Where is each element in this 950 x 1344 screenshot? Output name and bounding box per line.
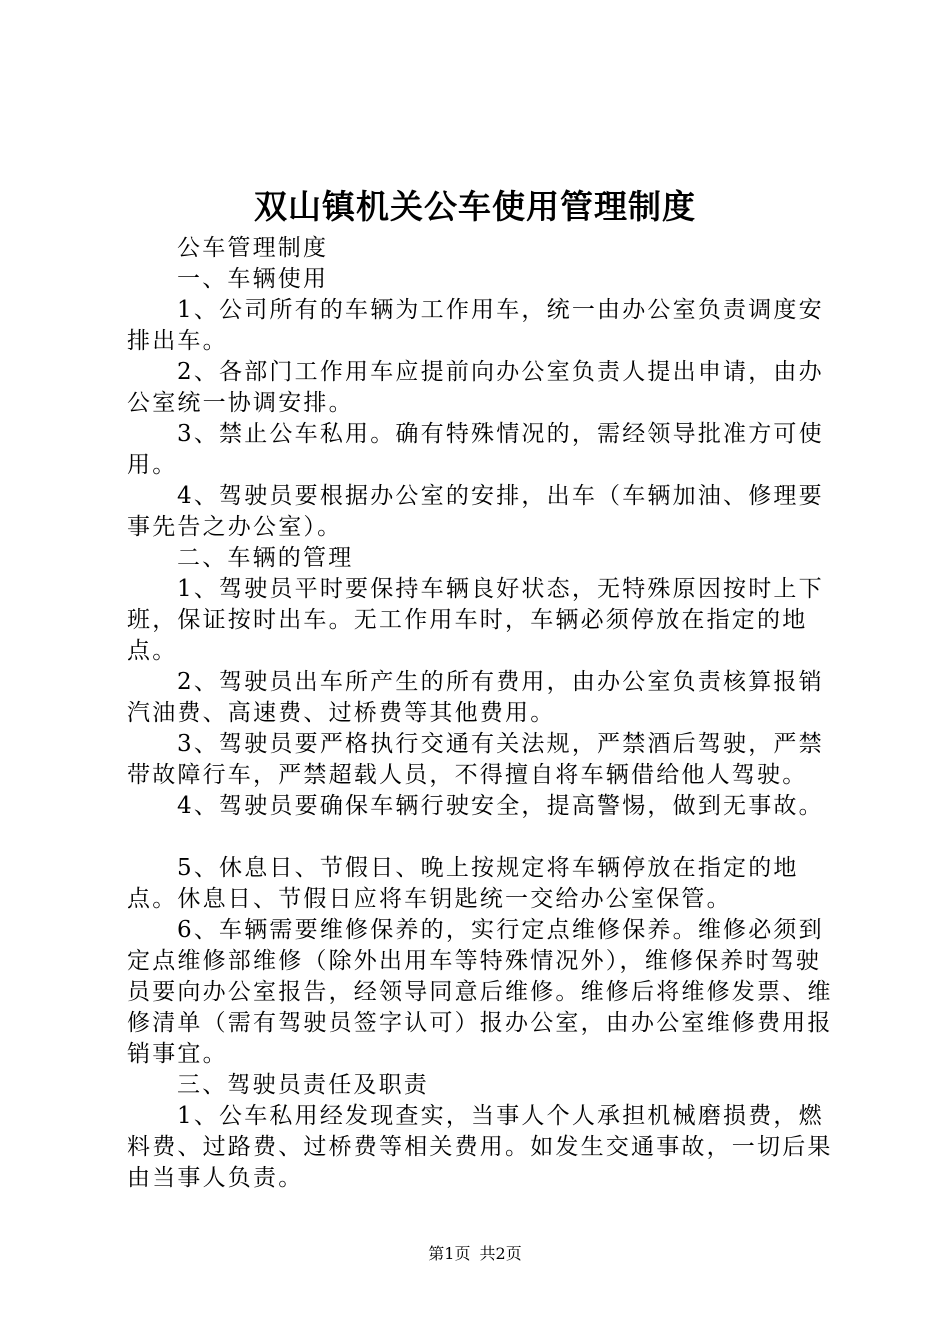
paragraph: 5、休息日、节假日、晚上按规定将车辆停放在指定的地点。休息日、节假日应将车钥匙统一交给办公室保管。 (127, 855, 799, 912)
paragraph: 4、驾驶员要确保车辆行驶安全，提高警惕，做到无事故。 (177, 793, 824, 819)
page-footer (0, 1242, 950, 1266)
paragraph: 2、各部门工作用车应提前向办公室负责人提出申请，由办公室统一协调安排。 (127, 359, 824, 416)
document-title: 双山镇机关公车使用管理制度 (254, 187, 696, 226)
paragraph: 3、禁止公车私用。确有特殊情况的，需经领导批准方可使用。 (127, 421, 824, 478)
paragraph: 1、公司所有的车辆为工作用车，统一由办公室负责调度安排出车。 (127, 297, 824, 354)
paragraph: 6、车辆需要维修保养的，实行定点维修保养。维修必须到定点维修部维修（除外出用车等特殊情况外），维修保养时驾驶员要向办公室报告，经领导同意后维修。维修后将维修发票、维修清单（需有驾驶员签字认可）报办公室，由办公室维修费用报销事宜。 (127, 917, 833, 1067)
paragraph: 2、驾驶员出车所产生的所有费用，由办公室负责核算报销汽油费、高速费、过桥费等其他费用。 (127, 669, 824, 726)
paragraph: 1、公车私用经发现查实，当事人个人承担机械磨损费，燃料费、过路费、过桥费等相关费用。如发生交通事故，一切后果由当事人负责。 (127, 1103, 833, 1191)
section-heading-3: 三、驾驶员责任及职责 (177, 1072, 429, 1098)
section-heading-1: 一、车辆使用 (177, 266, 329, 292)
paragraph: 1、驾驶员平时要保持车辆良好状态，无特殊原因按时上下班，保证按时出车。无工作用车时，车辆必须停放在指定的地点。 (127, 576, 824, 664)
document-body (127, 233, 833, 1194)
page-number: 第1页 (428, 1244, 471, 1263)
paragraph-subtitle: 公车管理制度 (177, 235, 329, 261)
paragraph: 4、驾驶员要根据办公室的安排，出车（车辆加油、修理要事先告之办公室）。 (127, 483, 824, 540)
paragraph: 3、驾驶员要严格执行交通有关法规，严禁酒后驾驶，严禁带故障行车，严禁超载人员，不得擅自将车辆借给他人驾驶。 (127, 731, 824, 788)
section-heading-2: 二、车辆的管理 (177, 545, 354, 571)
blank-line (127, 822, 833, 853)
page-total: 共2页 (479, 1244, 522, 1263)
